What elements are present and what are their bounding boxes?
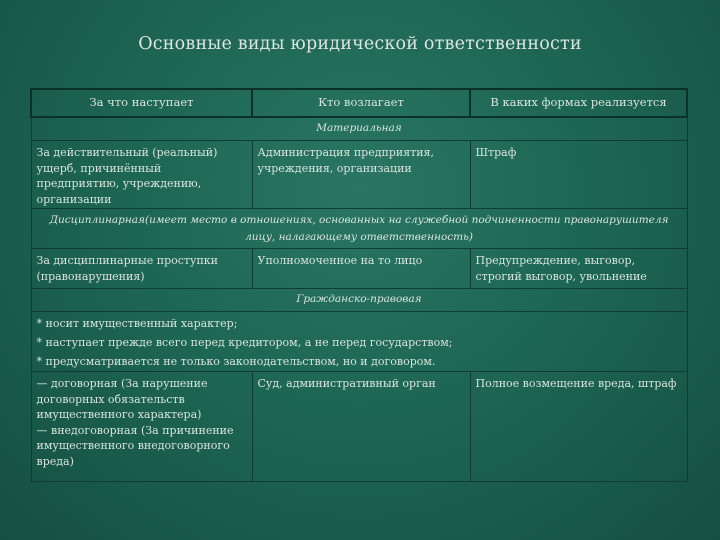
- civil-note: * носит имущественный характер;: [36, 317, 238, 330]
- cell-disciplinary-forms: Предупреждение, выговор, строгий выговор, увольнение: [470, 249, 687, 289]
- header-who: Кто возлагает: [252, 89, 470, 117]
- civil-non-contractual: — внедоговорная (За причинение имущественного внедоговорного вреда): [36, 423, 234, 468]
- header-row: [31, 89, 687, 117]
- header-forms: В каких формах реализуется: [470, 89, 687, 117]
- section-label-material: Материальная: [31, 117, 687, 141]
- cell-material-who: Администрация предприятия, учреждения, организации: [252, 141, 470, 209]
- cell-civil-who: Суд, административный орган: [252, 372, 470, 482]
- header-what: За что наступает: [31, 89, 252, 117]
- civil-contractual: — договорная (За нарушение договорных обязательств имущественного характера): [36, 377, 208, 421]
- section-label-disciplinary: Дисциплинарная(имеет место в отношениях, основанных на служебной подчиненности правонарушителя лицу, налагающему ответственность): [31, 209, 687, 249]
- cell-civil-what: [31, 372, 252, 482]
- table-row-disciplinary: [31, 249, 687, 289]
- civil-note: * наступает прежде всего перед кредитором, а не перед государством;: [36, 336, 453, 349]
- section-row-material: [31, 117, 687, 141]
- section-label-civil: Гражданско-правовая: [31, 289, 687, 312]
- cell-material-forms: Штраф: [470, 141, 687, 209]
- table-row-civil: [31, 372, 687, 482]
- civil-note: * предусматривается не только законодательством, но и договором.: [36, 355, 436, 368]
- section-row-civil: [31, 289, 687, 312]
- cell-civil-forms: Полное возмещение вреда, штраф: [470, 372, 687, 482]
- cell-disciplinary-who: Уполномоченное на то лицо: [252, 249, 470, 289]
- civil-notes-row: [31, 312, 687, 372]
- liability-table: [30, 88, 688, 482]
- cell-disciplinary-what: За дисциплинарные проступки (правонарушения): [31, 249, 252, 289]
- table-row-material: [31, 141, 687, 209]
- slide-title: Основные виды юридической ответственности: [138, 34, 582, 54]
- section-row-disciplinary: [31, 209, 687, 249]
- civil-notes: [31, 312, 687, 372]
- cell-material-what: За действительный (реальный) ущерб, причинённый предприятию, учреждению, организации: [31, 141, 252, 209]
